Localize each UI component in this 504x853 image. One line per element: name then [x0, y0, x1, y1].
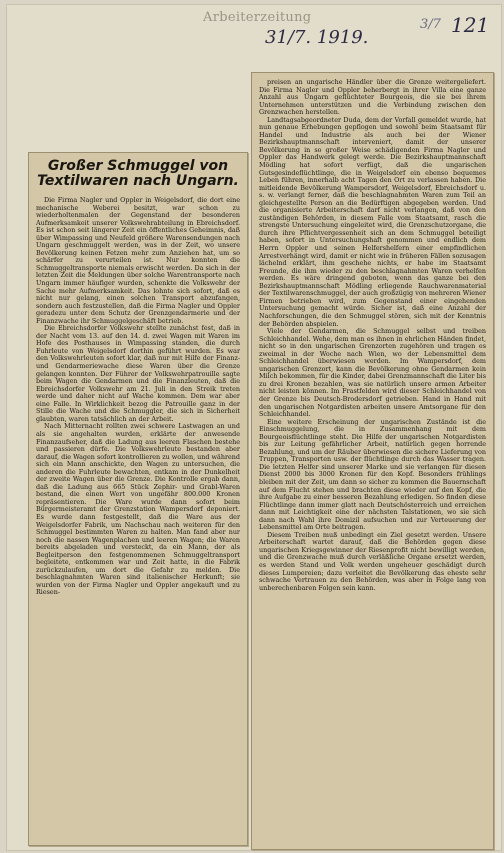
right-column-text	[259, 79, 486, 592]
paragraph: preisen an ungarische Händler über die Grenze weitergeliefert. Die Firma Nagler und Oppler beherbergt in ihrer Villa eine ganze Anzahl aus Ungarn geflüchteter Bourgeois, die sie bei ihrem Unternehmen unterstützen und die Verbindung zwischen den Grenzwachen herstellen.	[259, 78, 486, 117]
article-headline: Großer Schmuggel von Textilwaren nach Ungarn.	[37, 158, 239, 189]
newspaper-stamp: Arbeiterzeitung	[203, 10, 312, 25]
paragraph: Diesem Treiben muß unbedingt ein Ziel gesetzt werden. Unsere Arbeiterschaft wartet darauf, daß die Behörden gegen diese ungarischen Kriegsgewinner der Riesenprofit nicht bewilligt werden, und die Grenzwache muß durch verläßliche Organe ersetzt werden, es werden Stand und Volk werden ungeheuer geschädigt durch dieses Lumpereien; dazu verleitet die Bevölkerung das eheste sehr schwache Vertrauen zu den Behörden, was aber in Folge lang von unberechenbaren Folgen sein kann.	[259, 530, 486, 592]
left-column-text	[36, 197, 240, 597]
handwritten-date: 31/7. 1919.	[265, 27, 369, 48]
paragraph: Die Ebreichsdorfer Volkswehr stellte zunächst fest, daß in der Nacht vom 13. auf den 14. d. zwei Wagen mit Waren im Hofe des Posthauses in Wimpassing standen, die durch Fuhrleute von Weigelsdorf dorthin geführt wurden. Es war den Volkswehrleuten sofort klar, daß nur mit Hilfe der Finanz- und Gendarmeriewache diese Waren über die Grenze gelangen konnten. Der Führer der Volkswehrpatrouille sagte beim Wagen die Gendarmen und die Finanzleuten, daß die Ebreichsdorfer Volkswehr am 21. Juli in den Streik treten werde und daher nicht auf Wache kommen. Dem war aber eine Falle. In Wirklichkeit bezog die Patrouille ganz in der Stille die Wache und die Schmuggler, die sich in Sicherheit glaubten, waren tatsächlich an der Arbeit.	[36, 324, 240, 423]
paragraph: Die Firma Nagler und Oppler in Weigelsdorf, die dort eine mechanische Weberei besitzt, war schon zu wiederholtenmalen der Gegenstand der besonderen Aufmerksamkeit unserer Volkswehrabteilung in Ebreichsdorf. Es ist schon seit längerer Zeit ein öffentliches Geheimnis, daß über Wimpassing und Neufeld größere Warensendungen nach Ungarn geschmuggelt werden, was in der Zeit, wo unsere Bevölkerung keinen Fetzen mehr zum Anziehen hat, um so schärfer zu verurteilen ist. Nur konnten die Schmuggeltransporte niemals erwischt werden. Da sich in der letzten Zeit die Meldungen über solche Warentransporte nach Ungarn immer häufiger wurden, schenkte die Volkswehr der Sache mehr Aufmerksamkeit. Das lohnte sich sofort, daß es nicht nur gelang, einen solchen Transport abzufangen, sondern auch festzustellen, daß die Firma Nagler und Oppler geradezu unter dem Schutz der Grenzgendarmerie und der Finanzwache ihr Schmuggelgeschäft betrieb.	[36, 196, 240, 325]
page-mark: 3/7	[420, 17, 441, 32]
clipping-right	[251, 72, 494, 850]
paragraph: Nach Mitternacht rollten zwei schwere Lastwagen an und als sie angehalten wurden, erklärte der anwesende Finanzaufseher, daß die Ladung aus leeren Flaschen bestehe und passieren dürfe. Die Volkswehrleute bestanden aber darauf, die Wagen sofort kontrollieren zu wollen, und während sich ein Mann anschickte, den Wagen zu untersuchen, die anderen die Fuhrleute bewachten, entkam in der Dunkelheit der zweite Wagen über die Grenze. Die Kontrolle ergab dann, daß die Ladung aus 665 Stück Zephir- und Grabl-Waren bestand, die einen Wert von ungefähr 800.000 Kronen repräsentieren. Die Ware wurde dann sofort beim Bürgermeisteramt der Grenzstation Wampersdorf deponiert. Es wurde dann festgestellt, daß die Ware aus der Weigelsdorfer Fabrik, um Nachschau nach weiteren für den Schmuggel bestimmten Waren zu halten. Man fand aber nur noch die nassen Wagenplachen und leeren Wagen; die Waren bereits abgeladen und versteckt, da ein Mann, der als Begleitperson den festgenommenen Schmuggeltransport begleitete, entkommen war und Zeit hatte, in die Fabrik zurückzulaufen, um dort die Gefahr zu melden. Die beschlagnahmten Waren sind italienischer Herkunft; sie wurden von der Firma Nagler und Oppler angekauft und zu Riesen-	[36, 422, 240, 597]
paragraph: Viele der Gendarmen, die Schmuggel selbst und treiben Schleichhandel. Wehe, dem man es ihnen in ehrlichen Händen findet, nicht so in den ungarischen Grenzorten zugehören und tragen es zweimal in der Woche nach Wien, wo der Lebensmittel dem Schleichhandel überwiesen werden. Im Wampersdorf, dem ungarischen Grenzort, kann die Bevölkerung ohne Gendarmen kein Milch bekommen, für die Kinder, dabei Grenzmannschaft die Liter bis zu drei Kronen bezahlen, was sie natürlich unsere armen Arbeiter nicht leisten können. Im Frastfelden wird dieser Schleichhandel von der Grenze bis Deutsch-Brodersdorf getrieben. Hand in Hand mit den ungarischen Notgardisten arbeiten unsere Amtsorgane für den Schleichhandel.	[259, 327, 486, 419]
paragraph: Eine weitere Erscheinung der ungarischen Zustände ist die Einschmuggelung, die in Zusammenhang mit dem Bourgeoisflüchtlinge steht. Die Hilfe der ungarischen Notgardisten bis zur Leitung gefährlicher Arbeit, natürlich gegen horrende Bezahlung, und um der Räuber überwiesen die sichere Lieferung von Truppen, Transporten usw. der flüchtlinge durch das Wasser tragen. Die letzten Helfer sind unserer Marke und sie verlangen für diesen Dienst 2000 bis 3000 Kronen für den Kopf. Besonders frühlings bleiben mit der Zeit, um dann so sicher zu kommen die Bauernschaft auf dem Flucht stehen und brachten diese wieder auf den Kopf, die ihre Aufgabe zu einer besseren Bezahlung erledigen. So finden diese Flüchtlinge dann immer glatt nach Deutschösterreich und erreichen dann mit Leichtigkeit eine der nächsten Talstationen, wo sie sich dann nach Wahl ihre Domizil aufsuchen und zur Verteuerung der Lebensmittel am Orte beitragen.	[259, 417, 486, 532]
paragraph: Landtagsabgeordneter Duda, dem der Vorfall gemeldet wurde, hat nun genaue Erhebungen gepflogen und sowohl beim Staatsamt für Handel und Industrie als auch bei der Wiener Bezirkshauptmannschaft interveniert, damit der unserer Bevölkerung in so großer Weise schädigenden Firma Nagler und Oppler das Handwerk gelegt werde. Die Bezirkshauptmannschaft Mödling hat sofort verfügt, daß die ungarischen Gutsgesindeflüchtlinge, die in Weigelsdorf ein ebenso bequemes Leben führen, innerhalb acht Tagen den Ort zu verlassen haben. Die mitleidende Bevölkerung Wampersdorf, Weigelsdorf, Ebreichsdorf u. s. w. verlangt ferner, daß die beschlagnahmten Waren zum Teil an gleichgestellte Person an die Bedürftigen abgegeben werden. Und die organisierte Arbeiterschaft darf nicht verlangen, daß von den zuständigen Behörden, in diesem Falle vom Staatsamt, rasch die strengste Untersuchung eingeleitet wird, die Grenzschutzorgane, die durch ihre Pflichtvergessenheit sich an dem Schmuggel beteiligt haben, sofort in Untersuchungshaft genommen und endlich dem Herrn Oppler und seinen Helfershelfern einer empfindlichen Arrestverhängt wird, damit er nicht wie in früheren Fällen sozusagen lächelnd erklärt, ihm geschehe nichts, er habe im Staatsamt Freunde, die ihm wieder zu den beschlagnahmten Waren verhelfen werden. Es wäre dringend geboten, wenn das ganze bei den Bezirkshauptmannschaft Mödling erliegende Rauchwarenmaterial der Textilwarenschmuggel, der auch großzügig von mehreren Wiener Firmen betrieben wird, zum Gegenstand einer eingehenden Untersuchung gemacht würde. Sicher ist, daß eine Anzahl der Nachforschungen, die den Schmuggel stören, sich mit der Kenntnis der Behörden abspielen.	[259, 115, 486, 328]
clipping-left	[28, 152, 248, 846]
archive-number: 121	[451, 13, 490, 37]
